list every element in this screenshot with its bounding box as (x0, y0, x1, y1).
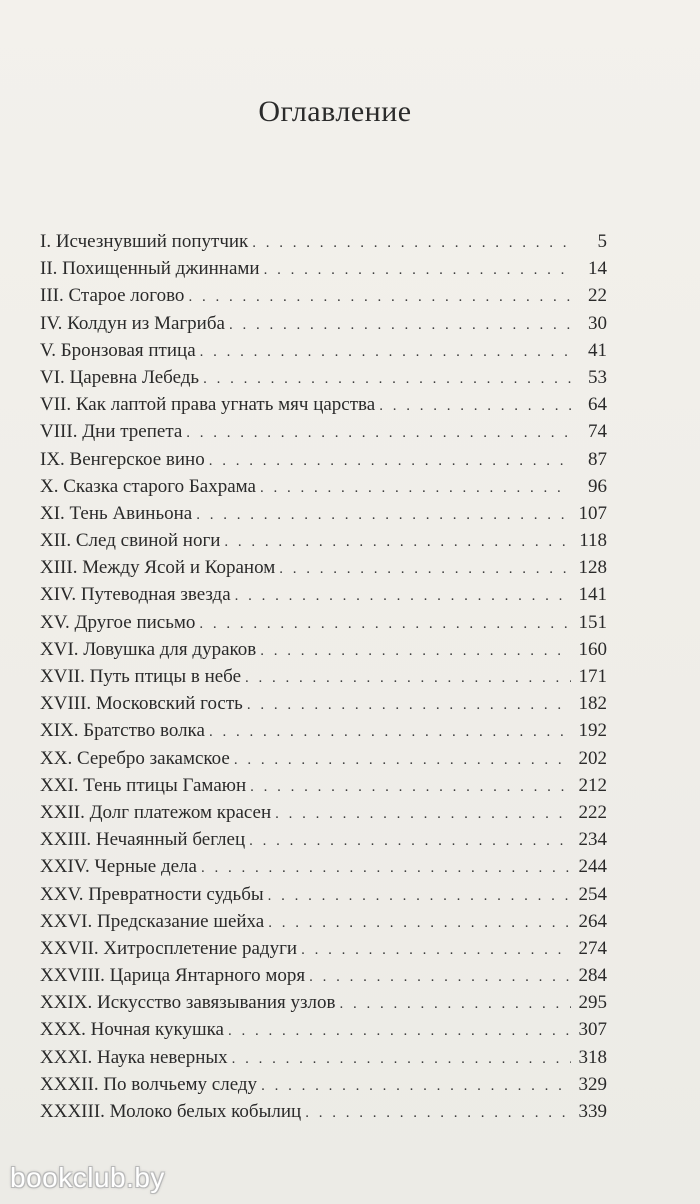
toc-entry (40, 446, 607, 473)
toc-entry (40, 881, 607, 908)
toc-entry (40, 989, 607, 1016)
toc-dot-leader (188, 284, 571, 311)
toc-entry-title: XXIII. Нечаянный беглец (40, 829, 246, 851)
toc-dot-leader (260, 638, 571, 665)
toc-dot-leader (252, 230, 571, 257)
toc-entry (40, 745, 607, 772)
toc-dot-leader (209, 448, 571, 475)
toc-dot-leader (250, 774, 571, 801)
toc-entry-title: XXIV. Черные дела (40, 856, 197, 878)
toc-entry (40, 364, 607, 391)
toc-dot-leader (275, 801, 571, 828)
toc-entry-title: VI. Царевна Лебедь (40, 366, 200, 388)
toc-entry (40, 690, 607, 717)
toc-dot-leader (268, 910, 571, 937)
toc-entry-title: XIII. Между Ясой и Кораном (40, 557, 276, 579)
toc-entry-page-number: 212 (578, 774, 607, 796)
toc-entry-title: XIX. Братство волка (40, 720, 205, 742)
toc-entry-title: VIII. Дни трепета (40, 421, 183, 443)
toc-entry (40, 473, 607, 500)
toc-entry (40, 500, 607, 527)
toc-entry (40, 337, 607, 364)
toc-dot-leader (279, 556, 571, 583)
toc-entry (40, 935, 607, 962)
toc-entry (40, 636, 607, 663)
toc-dot-leader (199, 611, 571, 638)
toc-dot-leader (260, 475, 571, 502)
toc-dot-leader (301, 937, 571, 964)
toc-entry-page-number: 87 (588, 448, 607, 470)
toc-entry-title: X. Сказка старого Бахрама (40, 475, 256, 497)
toc-entry (40, 255, 607, 282)
toc-entry-title: II. Похищенный джиннами (40, 258, 260, 280)
toc-dot-leader (379, 393, 571, 420)
toc-entry-page-number: 295 (578, 992, 607, 1014)
toc-entry-page-number: 5 (597, 231, 607, 252)
toc-entry-page-number: 307 (578, 1019, 607, 1041)
toc-entry-page-number: 182 (578, 693, 607, 715)
toc-dot-leader (268, 883, 571, 910)
toc-entry-title: IX. Венгерское вино (40, 448, 205, 470)
toc-entry-title: XXVIII. Царица Янтарного моря (40, 965, 306, 987)
toc-entry-page-number: 160 (578, 638, 607, 660)
toc-entry-page-number: 22 (588, 285, 607, 307)
toc-entry-title: V. Бронзовая птица (40, 339, 196, 361)
toc-entry-page-number: 64 (588, 394, 607, 416)
toc-dot-leader (305, 1100, 571, 1127)
toc-entry (40, 799, 607, 826)
toc-dot-leader (209, 719, 571, 746)
toc-entry (40, 663, 607, 690)
toc-entry (40, 527, 607, 554)
toc-entry-page-number: 339 (578, 1101, 607, 1122)
toc-entry-page-number: 41 (588, 339, 607, 361)
toc-entry-title: XXII. Долг платежом красен (40, 801, 272, 823)
toc-entry (40, 418, 607, 445)
toc-entry-title: XVI. Ловушка для дураков (40, 638, 257, 660)
toc-entry (40, 609, 607, 636)
toc-entry-page-number: 118 (579, 530, 607, 552)
toc-entry (40, 228, 607, 255)
toc-entry (40, 772, 607, 799)
toc-entry-page-number: 234 (578, 829, 607, 851)
toc-entry-title: XVIII. Московский гость (40, 693, 243, 715)
toc-entry-page-number: 14 (588, 258, 607, 280)
toc-entry-title: XXV. Превратности судьбы (40, 883, 264, 905)
toc-entry (40, 581, 607, 608)
toc-entry-title: XXVI. Предсказание шейха (40, 910, 265, 932)
site-watermark: bookclub.by (10, 1162, 165, 1193)
page-title: Оглавление (258, 95, 412, 128)
toc-entry (40, 853, 607, 880)
toc-entry-page-number: 171 (578, 666, 607, 687)
toc-entry-page-number: 244 (578, 856, 607, 878)
toc-entry-page-number: 96 (588, 475, 607, 497)
toc-entry (40, 717, 607, 744)
toc-entry-title: III. Старое логово (40, 285, 185, 307)
toc-entry-title: XXIX. Искусство завязывания узлов (40, 992, 336, 1014)
toc-entry-page-number: 141 (578, 584, 607, 606)
toc-entry-title: XX. Серебро закамское (40, 747, 230, 769)
toc-dot-leader (200, 339, 571, 366)
toc-entry (40, 1016, 607, 1043)
toc-dot-leader (235, 583, 571, 610)
toc-dot-leader (201, 855, 571, 882)
toc-entry-title: XXXI. Наука неверных (40, 1046, 228, 1068)
toc-dot-leader (261, 1073, 571, 1100)
toc-entry-page-number: 202 (578, 747, 607, 769)
toc-entry-page-number: 264 (578, 910, 607, 932)
toc-dot-leader (203, 366, 571, 393)
toc-dot-leader (229, 312, 571, 339)
toc-dot-leader (234, 747, 571, 774)
toc-dot-leader (186, 420, 571, 447)
toc-entry-page-number: 74 (588, 421, 607, 443)
toc-entry-title: XXXII. По волчьему следу (40, 1073, 258, 1095)
toc-entry (40, 908, 607, 935)
toc-dot-leader (309, 964, 571, 991)
toc-entry-title: XIV. Путеводная звезда (40, 584, 231, 606)
toc-entry-page-number: 329 (578, 1073, 607, 1095)
toc-entry-title: XXXIII. Молоко белых кобылиц (40, 1101, 302, 1122)
toc-dot-leader (196, 502, 571, 529)
toc-entry-title: XXI. Тень птицы Гамаюн (40, 774, 247, 796)
toc-entry-title: XXVII. Хитросплетение радуги (40, 937, 298, 959)
toc-entry (40, 1098, 607, 1125)
toc-entry-page-number: 318 (578, 1046, 607, 1068)
toc-entry-page-number: 151 (578, 611, 607, 633)
toc-entry (40, 962, 607, 989)
toc-entry (40, 1071, 607, 1098)
toc-entry-title: XII. След свиной ноги (40, 530, 221, 552)
toc-entry (40, 554, 607, 581)
toc-entry-page-number: 107 (578, 502, 607, 524)
toc-entry-title: I. Исчезнувший попутчик (40, 231, 249, 252)
toc-entry-title: XVII. Путь птицы в небе (40, 666, 242, 687)
toc-entry-page-number: 274 (578, 937, 607, 959)
toc-entry-title: IV. Колдун из Магриба (40, 312, 225, 334)
toc-dot-leader (224, 529, 571, 556)
toc-dot-leader (247, 692, 571, 719)
toc-dot-leader (245, 665, 571, 692)
toc-entry-page-number: 284 (578, 965, 607, 987)
toc-entry (40, 282, 607, 309)
toc-entry (40, 826, 607, 853)
toc-dot-leader (264, 257, 571, 284)
toc-entry (40, 1044, 607, 1071)
toc-entry-page-number: 192 (578, 720, 607, 742)
toc-entry-title: XXX. Ночная кукушка (40, 1019, 224, 1041)
toc-entry-page-number: 53 (588, 366, 607, 388)
table-of-contents (40, 228, 607, 1125)
toc-entry (40, 310, 607, 337)
toc-entry-page-number: 254 (578, 883, 607, 905)
toc-dot-leader (232, 1046, 571, 1073)
toc-dot-leader (249, 828, 571, 855)
toc-entry-title: XI. Тень Авиньона (40, 502, 193, 524)
toc-entry-page-number: 222 (578, 801, 607, 823)
toc-entry-title: XV. Другое письмо (40, 611, 196, 633)
toc-entry (40, 391, 607, 418)
toc-dot-leader (228, 1018, 571, 1045)
toc-entry-page-number: 128 (578, 557, 607, 579)
toc-dot-leader (339, 991, 571, 1018)
toc-entry-page-number: 30 (588, 312, 607, 334)
toc-entry-title: VII. Как лаптой права угнать мяч царства (40, 394, 376, 416)
